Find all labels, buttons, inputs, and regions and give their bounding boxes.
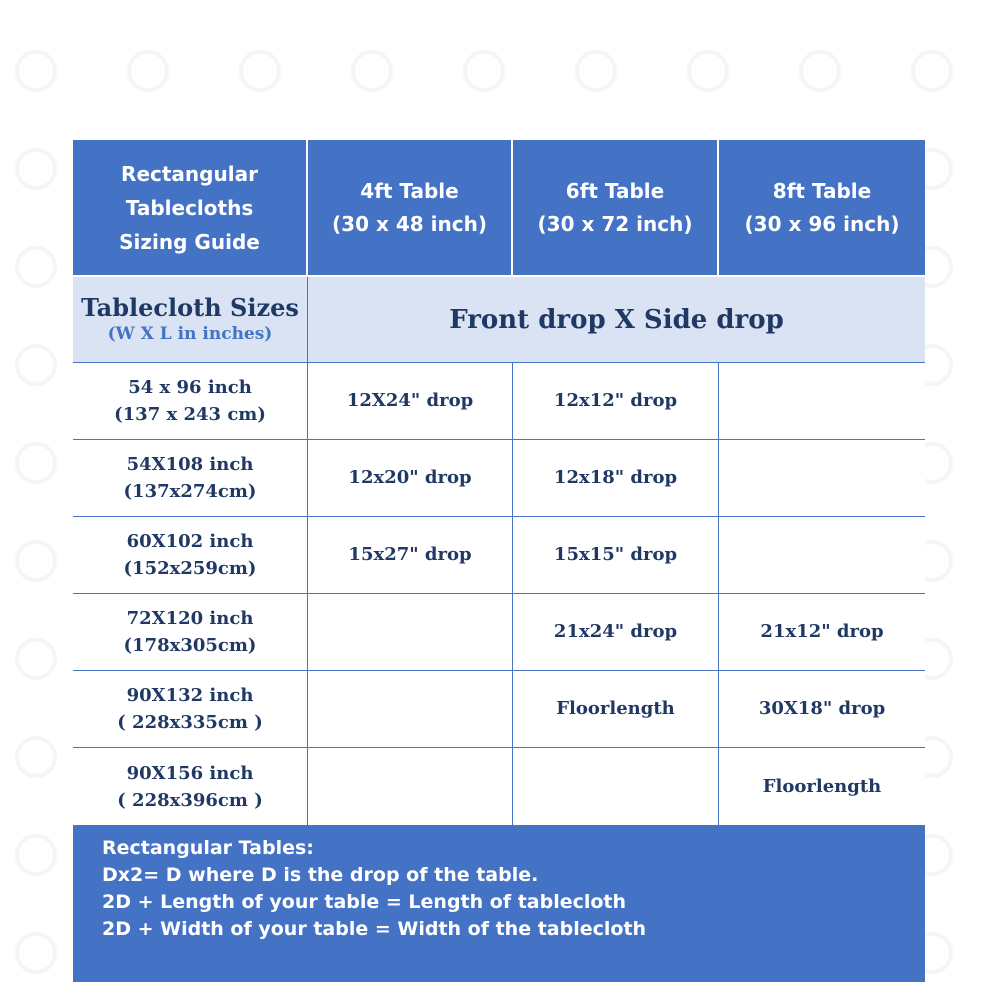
drop-cell — [719, 363, 925, 440]
brand-logo-icon — [239, 50, 281, 92]
column-header-name: 8ft Table — [772, 178, 872, 203]
row-size-cell — [73, 440, 308, 517]
drop-cell: 15x15" drop — [513, 517, 719, 594]
tablecloth-sizes-title: Tablecloth Sizes — [81, 292, 299, 322]
drop-cell — [513, 748, 719, 825]
drop-cell — [308, 594, 513, 671]
column-header-8ft — [719, 140, 925, 277]
column-header-6ft — [513, 140, 719, 277]
size-cm: ( 228x335cm ) — [117, 712, 263, 733]
brand-logo-icon — [15, 246, 57, 288]
brand-logo-icon — [15, 932, 57, 974]
size-cm: (152x259cm) — [123, 558, 257, 579]
brand-logo-icon — [15, 148, 57, 190]
tablecloth-sizes-note: (W X L in inches) — [107, 323, 273, 344]
size-inch: 90X156 inch — [126, 762, 254, 784]
brand-logo-icon — [15, 344, 57, 386]
notes-line: 2D + Width of your table = Width of the tablecloth — [102, 918, 647, 940]
drop-cell: Floorlength — [719, 748, 925, 825]
column-header-dims: (30 x 48 inch) — [332, 211, 487, 236]
brand-logo-icon — [15, 834, 57, 876]
column-header-name: 4ft Table — [360, 178, 459, 203]
row-size-cell — [73, 748, 308, 825]
size-inch: 54X108 inch — [126, 454, 254, 475]
size-cm: (137x274cm) — [123, 481, 257, 502]
brand-logo-icon — [575, 50, 617, 92]
column-header-4ft — [308, 140, 513, 277]
drop-cell: 30X18" drop — [719, 671, 925, 748]
drop-cell — [308, 748, 513, 825]
drop-cell: 21x12" drop — [719, 594, 925, 671]
drop-cell — [719, 517, 925, 594]
row-size-cell — [73, 363, 308, 440]
drop-cell — [308, 671, 513, 748]
drop-cell: 12x20" drop — [308, 440, 513, 517]
row-size-cell — [73, 594, 308, 671]
brand-logo-icon — [15, 638, 57, 680]
sizing-guide — [73, 140, 925, 982]
notes-line: Dx2= D where D is the drop of the table. — [102, 864, 539, 886]
corner-header-line: Sizing Guide — [119, 229, 260, 254]
notes-line: 2D + Length of your table = Length of tablecloth — [102, 891, 627, 913]
brand-logo-icon — [799, 50, 841, 92]
brand-logo-icon — [911, 50, 953, 92]
brand-logo-icon — [463, 50, 505, 92]
notes-heading: Rectangular Tables: — [102, 837, 314, 859]
size-inch: 54 x 96 inch — [128, 377, 252, 398]
drop-cell: 12X24" drop — [308, 363, 513, 440]
corner-header-line: Tablecloths — [125, 195, 254, 220]
row-size-cell — [73, 517, 308, 594]
drop-cell: Floorlength — [513, 671, 719, 748]
brand-logo-icon — [15, 442, 57, 484]
row-size-cell — [73, 671, 308, 748]
brand-logo-icon — [351, 50, 393, 92]
brand-logo-icon — [15, 736, 57, 778]
size-inch: 90X132 inch — [126, 685, 254, 706]
column-header-name: 6ft Table — [565, 178, 665, 203]
column-header-dims: (30 x 72 inch) — [537, 211, 693, 236]
column-header-dims: (30 x 96 inch) — [744, 211, 900, 236]
corner-header — [73, 140, 308, 277]
size-cm: (178x305cm) — [123, 635, 257, 656]
drop-cell: 21x24" drop — [513, 594, 719, 671]
formula-notes — [73, 825, 925, 982]
size-cm: ( 228x396cm ) — [117, 789, 263, 811]
size-inch: 72X120 inch — [126, 608, 254, 629]
drop-span-header: Front drop X Side drop — [308, 277, 925, 363]
sizing-table — [73, 140, 925, 825]
brand-logo-icon — [127, 50, 169, 92]
corner-header-line: Rectangular — [121, 161, 258, 186]
tablecloth-sizes-header — [73, 277, 308, 363]
drop-cell: 15x27" drop — [308, 517, 513, 594]
drop-cell: 12x12" drop — [513, 363, 719, 440]
size-inch: 60X102 inch — [126, 531, 254, 552]
brand-logo-icon — [687, 50, 729, 92]
size-cm: (137 x 243 cm) — [114, 404, 266, 425]
brand-logo-icon — [15, 540, 57, 582]
brand-logo-icon — [15, 50, 57, 92]
drop-cell — [719, 440, 925, 517]
drop-cell: 12x18" drop — [513, 440, 719, 517]
